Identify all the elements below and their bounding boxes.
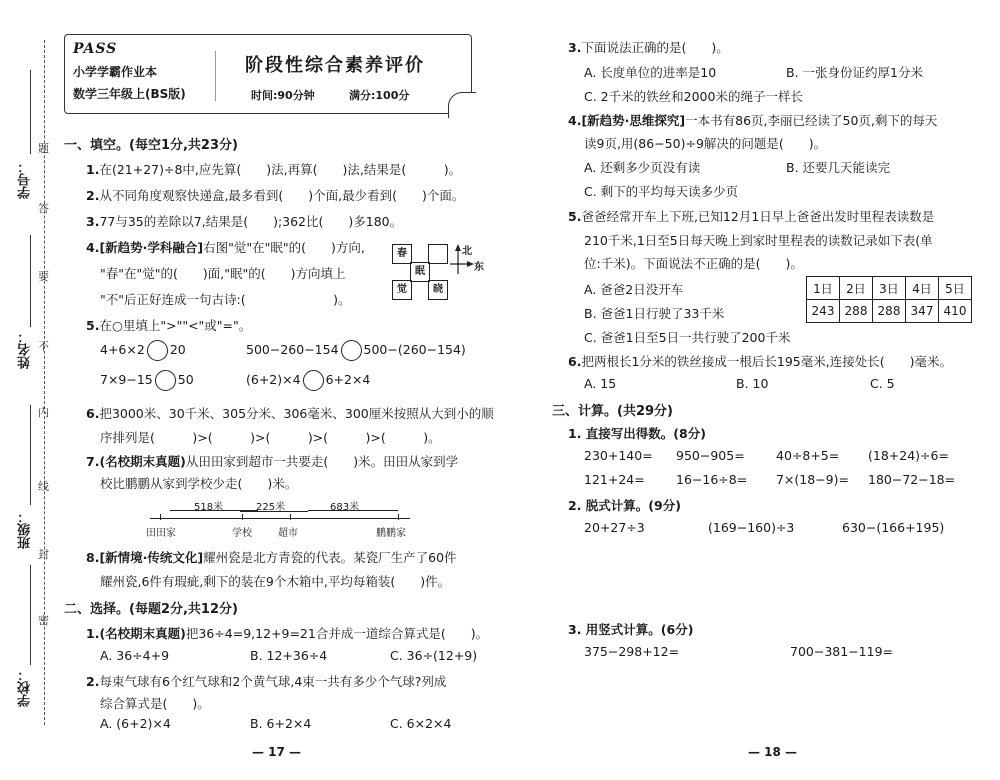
compare-4: (6+2)×4 6+2×4 bbox=[246, 370, 370, 391]
vertical-calc-item: 375−298+12= bbox=[584, 644, 680, 659]
choice-1-option-b[interactable]: B. 12+36÷4 bbox=[250, 648, 328, 663]
binding-char: 不 bbox=[38, 340, 49, 353]
subsection-vertical: 3. 用竖式计算。(6分) bbox=[568, 622, 694, 637]
choice-4-line2: 读9页,用(86−50)÷9解决的问题是( )。 bbox=[584, 136, 827, 151]
compare-circle[interactable] bbox=[303, 370, 324, 391]
choice-1-option-c[interactable]: C. 36÷(12+9) bbox=[390, 648, 478, 663]
choice-2-option-a[interactable]: A. (6+2)×4 bbox=[100, 716, 171, 731]
choice-3: 3.下面说法正确的是( )。 bbox=[568, 40, 729, 55]
road-line bbox=[150, 518, 410, 519]
question-3: 3.77与35的差除以7,结果是( );362比( )多180。 bbox=[86, 214, 403, 229]
question-7: 7.(名校期末真题)从田田家到超市一共要走( )米。田田从家到学 bbox=[86, 454, 459, 469]
table-row bbox=[807, 300, 972, 323]
north-label: 北 bbox=[462, 246, 472, 257]
stepwise-item: (169−160)÷3 bbox=[708, 520, 795, 535]
compare-circle[interactable] bbox=[341, 340, 362, 361]
question-4-line3: "不"后正好连成一句古诗:( )。 bbox=[100, 292, 351, 307]
class-label: 班级： bbox=[18, 510, 33, 549]
question-4-line2: "春"在"觉"的( )面,"眠"的( )方向填上 bbox=[100, 266, 346, 281]
distance-label: 225米 bbox=[256, 502, 286, 513]
place-label: 超市 bbox=[278, 528, 298, 539]
choice-4-option-b[interactable]: B. 还要几天能读完 bbox=[786, 160, 891, 175]
page-curl-decoration bbox=[448, 92, 476, 118]
subsection-direct: 1. 直接写出得数。(8分) bbox=[568, 426, 706, 441]
tick bbox=[398, 514, 399, 520]
choice-2-line2: 综合算式是( )。 bbox=[100, 696, 210, 711]
choice-5-line2: 210千米,1日至5日每天晚上到家时里程表的读数记录如下表(单 bbox=[584, 233, 933, 248]
choice-2: 2.每束气球有6个红气球和2个黄气球,4束一共有多少个气球?列成 bbox=[86, 674, 447, 689]
page-number: — 17 — bbox=[252, 745, 302, 759]
grid-mian: 眠 bbox=[410, 262, 430, 282]
tick bbox=[242, 514, 243, 520]
choice-5: 5.爸爸经常开车上下班,已知12月1日早上爸爸出发时里程表读数是 bbox=[568, 209, 935, 224]
choice-3-option-b[interactable]: B. 一张身份证约厚1分米 bbox=[786, 65, 923, 80]
choice-6-option-c[interactable]: C. 5 bbox=[870, 376, 895, 391]
binding-char: 要 bbox=[38, 270, 49, 283]
binding-char: 答 bbox=[38, 202, 49, 215]
choice-5-option-c[interactable]: C. 爸爸1日至5日一共行驶了200千米 bbox=[584, 330, 791, 345]
section-calculation: 三、计算。(共29分) bbox=[552, 404, 673, 419]
choice-6-option-a[interactable]: A. 15 bbox=[584, 376, 617, 391]
binding-char: 封 bbox=[38, 548, 49, 561]
table-header: 4日 bbox=[906, 277, 939, 300]
choice-5-option-a[interactable]: A. 爸爸2日没开车 bbox=[584, 282, 684, 297]
choice-3-option-a[interactable]: A. 长度单位的进率是10 bbox=[584, 65, 717, 80]
compare-circle[interactable] bbox=[155, 370, 176, 391]
distance-label: 518米 bbox=[194, 502, 224, 513]
choice-4-option-a[interactable]: A. 还剩多少页没有读 bbox=[584, 160, 701, 175]
grid-empty[interactable] bbox=[428, 244, 448, 264]
school-label: 学校： bbox=[18, 668, 33, 707]
table-header: 5日 bbox=[939, 277, 972, 300]
direct-calc-item: 230+140= bbox=[584, 448, 653, 463]
table-cell: 288 bbox=[840, 300, 873, 323]
school-field[interactable] bbox=[30, 565, 31, 665]
question-6-line2: 序排列是( )>( )>( )>( )>( )。 bbox=[100, 430, 441, 445]
choice-1: 1.(名校期末真题)把36÷4=9,12+9=21合并成一道综合算式是( )。 bbox=[86, 626, 489, 641]
question-8-line2: 耀州瓷,6件有瑕疵,剩下的装在9个木箱中,平均每箱装( )件。 bbox=[100, 574, 451, 589]
table-cell: 243 bbox=[807, 300, 840, 323]
direct-calc-item: 40÷8+5= bbox=[776, 448, 840, 463]
book-edition: 数学三年级上(BS版) bbox=[73, 87, 186, 101]
full-score: 满分:100分 bbox=[349, 89, 410, 102]
odometer-table bbox=[806, 276, 972, 323]
direct-calc-item: 16−16÷8= bbox=[676, 472, 748, 487]
grid-xiao: 晓 bbox=[428, 280, 448, 300]
place-label: 田田家 bbox=[146, 528, 176, 539]
direct-calc-item: 180−72−18= bbox=[868, 472, 956, 487]
page-number: — 18 — bbox=[748, 745, 798, 759]
stepwise-item: 20+27÷3 bbox=[584, 520, 645, 535]
page-title: 阶段性综合素养评价 bbox=[245, 55, 425, 76]
subsection-stepwise: 2. 脱式计算。(9分) bbox=[568, 498, 681, 513]
stepwise-item: 630−(166+195) bbox=[842, 520, 945, 535]
place-label: 学校 bbox=[232, 528, 252, 539]
series-name: 小学学霸作业本 bbox=[73, 65, 158, 79]
choice-2-option-c[interactable]: C. 6×2×4 bbox=[390, 716, 452, 731]
choice-6-option-b[interactable]: B. 10 bbox=[736, 376, 769, 391]
direct-calc-item: 121+24= bbox=[584, 472, 645, 487]
compare-circle[interactable] bbox=[147, 340, 168, 361]
choice-5-option-b[interactable]: B. 爸爸1日行驶了33千米 bbox=[584, 306, 725, 321]
question-4: 4.[新趋势·学科融合]右图"觉"在"眠"的( )方向, bbox=[86, 240, 365, 255]
question-8: 8.[新情境·传统文化]耀州瓷是北方青瓷的代表。某瓷厂生产了60件 bbox=[86, 550, 457, 565]
tick bbox=[160, 514, 161, 520]
east-label: 东 bbox=[474, 262, 484, 273]
distance-label: 683米 bbox=[330, 502, 360, 513]
place-label: 鹏鹏家 bbox=[376, 528, 406, 539]
binding-char: 题 bbox=[38, 142, 49, 155]
compare-1: 4+6×2 20 bbox=[100, 340, 186, 361]
name-label: 姓名： bbox=[18, 330, 33, 369]
tick bbox=[290, 514, 291, 520]
table-cell: 288 bbox=[873, 300, 906, 323]
grid-jue: 觉 bbox=[392, 280, 412, 300]
choice-1-option-a[interactable]: A. 36÷4+9 bbox=[100, 648, 170, 663]
time-limit: 时间:90分钟 bbox=[251, 89, 315, 102]
name-field[interactable] bbox=[30, 235, 31, 327]
grid-chun: 春 bbox=[392, 244, 412, 264]
compare-3: 7×9−15 50 bbox=[100, 370, 194, 391]
binding-char: 内 bbox=[38, 406, 49, 419]
binding-char: 密 bbox=[38, 614, 49, 627]
pass-logo: PASS bbox=[73, 41, 118, 57]
section-fill-blank: 一、填空。(每空1分,共23分) bbox=[64, 138, 238, 153]
question-2: 2.从不同角度观察快递盒,最多看到( )个面,最少看到( )个面。 bbox=[86, 188, 465, 203]
choice-2-option-b[interactable]: B. 6+2×4 bbox=[250, 716, 312, 731]
table-header: 1日 bbox=[807, 277, 840, 300]
table-header-row bbox=[807, 277, 972, 300]
question-1: 1.在(21+27)÷8中,应先算( )法,再算( )法,结果是( )。 bbox=[86, 162, 462, 177]
table-header: 3日 bbox=[873, 277, 906, 300]
vertical-calc-item: 700−381−119= bbox=[790, 644, 893, 659]
question-6: 6.把3000米、30千米、305分米、306毫米、300厘米按照从大到小的顺 bbox=[86, 406, 494, 421]
table-header: 2日 bbox=[840, 277, 873, 300]
choice-4-option-c[interactable]: C. 剩下的平均每天读多少页 bbox=[584, 184, 739, 199]
direct-calc-item: (18+24)÷6= bbox=[868, 448, 949, 463]
question-5: 5.在○里填上">""<"或"="。 bbox=[86, 318, 252, 333]
header-divider bbox=[215, 51, 216, 101]
compare-2: 500−260−154 500−(260−154) bbox=[246, 340, 466, 361]
binding-char: 线 bbox=[38, 480, 49, 493]
table-cell: 410 bbox=[939, 300, 972, 323]
class-field[interactable] bbox=[30, 405, 31, 505]
choice-4: 4.[新趋势·思维探究]一本书有86页,李丽已经读了50页,剩下的每天 bbox=[568, 113, 938, 128]
student-no-field[interactable] bbox=[30, 70, 31, 154]
choice-5-line3: 位:千米)。下面说法不正确的是( )。 bbox=[584, 256, 803, 271]
header-box bbox=[64, 34, 472, 114]
question-7-line2: 校比鹏鹏从家到学校少走( )米。 bbox=[100, 476, 298, 491]
direct-calc-item: 7×(18−9)= bbox=[776, 472, 849, 487]
student-no-label: 学号： bbox=[18, 160, 33, 199]
section-choice: 二、选择。(每题2分,共12分) bbox=[64, 602, 238, 617]
choice-3-option-c[interactable]: C. 2千米的铁丝和2000米的绳子一样长 bbox=[584, 89, 803, 104]
table-cell: 347 bbox=[906, 300, 939, 323]
choice-6: 6.把两根长1分米的铁丝接成一根后长195毫米,连接处长( )毫米。 bbox=[568, 354, 952, 369]
direct-calc-item: 950−905= bbox=[676, 448, 745, 463]
